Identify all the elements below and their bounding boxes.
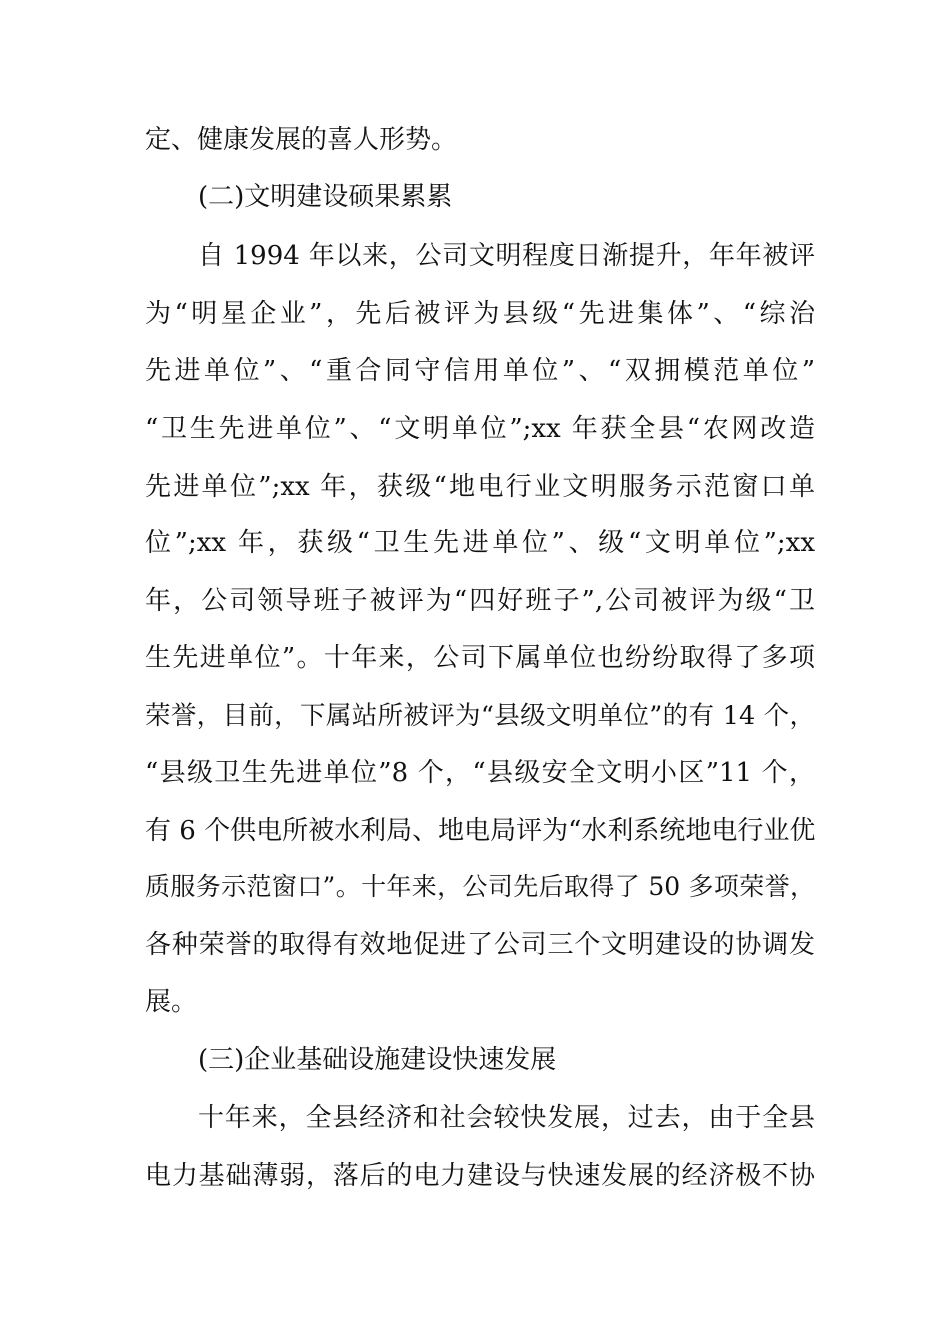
section-heading-2: (二)文明建设硕果累累	[198, 182, 453, 212]
text-line-13: 有 6 个供电所被水利局、地电局评为“水利系统地电行业优	[145, 816, 816, 846]
text-line-18: 十年来，全县经济和社会较快发展，过去，由于全县	[198, 1103, 815, 1133]
text-line-12: “县级卫生先进单位”8 个，“县级安全文明小区”11 个，	[145, 758, 815, 788]
text-line-10: 生先进单位”。十年来，公司下属单位也纷纷取得了多项	[145, 643, 815, 673]
text-line-5: 先进单位”、“重合同守信用单位”、“双拥模范单位”	[145, 356, 815, 386]
text-line-14: 质服务示范窗口”。十年来，公司先后取得了 50 多项荣誉，	[145, 872, 815, 901]
text-line-15: 各种荣誉的取得有效地促进了公司三个文明建设的协调发	[145, 930, 815, 960]
text-line-6: “卫生先进单位”、“文明单位”;xx 年获全县“农网改造	[145, 414, 815, 444]
text-line-9: 年，公司领导班子被评为“四好班子”,公司被评为级“卫	[145, 586, 815, 616]
text-line-1: 定、健康发展的喜人形势。	[145, 125, 458, 155]
text-line-4: 为“明星企业”，先后被评为县级“先进集体”、“综治	[145, 299, 815, 329]
section-heading-3: (三)企业基础设施建设快速发展	[198, 1045, 557, 1075]
text-line-3: 自 1994 年以来，公司文明程度日渐提升，年年被评	[198, 241, 815, 271]
text-line-11: 荣誉，目前，下属站所被评为“县级文明单位”的有 14 个，	[145, 701, 815, 731]
text-line-8: 位”;xx 年，获级“卫生先进单位”、级“文明单位”;xx	[145, 528, 815, 558]
text-line-7: 先进单位”;xx 年，获级“地电行业文明服务示范窗口单	[145, 472, 815, 502]
text-line-16: 展。	[145, 987, 198, 1017]
text-line-19: 电力基础薄弱，落后的电力建设与快速发展的经济极不协	[145, 1161, 815, 1191]
